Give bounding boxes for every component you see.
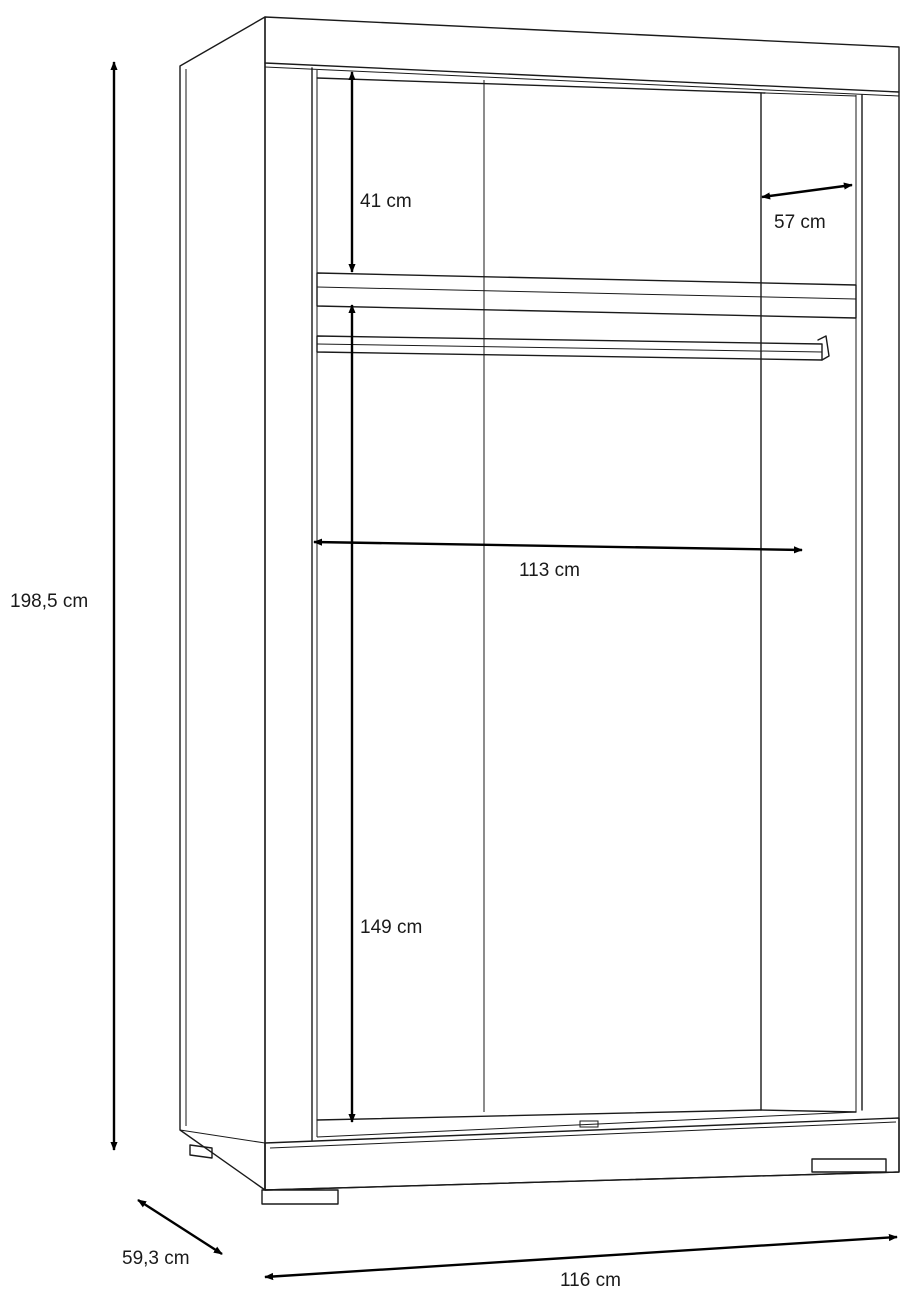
depth-arrow — [138, 1200, 222, 1254]
hanging-rail — [317, 336, 829, 360]
inner-depth-label: 57 cm — [774, 212, 826, 233]
side-panel — [180, 17, 265, 1190]
wardrobe-outline — [180, 17, 899, 1204]
foot-front-left — [262, 1190, 338, 1204]
top-panel — [265, 17, 899, 92]
dimension-arrows — [114, 62, 897, 1277]
hanging-height-label: 149 cm — [360, 917, 423, 938]
depth-label: 59,3 cm — [122, 1248, 190, 1269]
top-compartment-label: 41 cm — [360, 191, 412, 212]
inner-width-label: 113 cm — [519, 560, 580, 581]
height-total-label: 198,5 cm — [10, 591, 89, 612]
inner-depth-arrow — [762, 185, 852, 197]
foot-back-left — [190, 1145, 212, 1158]
foot-front-right — [812, 1159, 886, 1172]
inner-width-arrow — [314, 542, 802, 550]
shelf — [317, 273, 856, 318]
plinth — [265, 1118, 899, 1190]
wardrobe-interior — [317, 78, 856, 1137]
width-total-label: 116 cm — [560, 1270, 621, 1291]
